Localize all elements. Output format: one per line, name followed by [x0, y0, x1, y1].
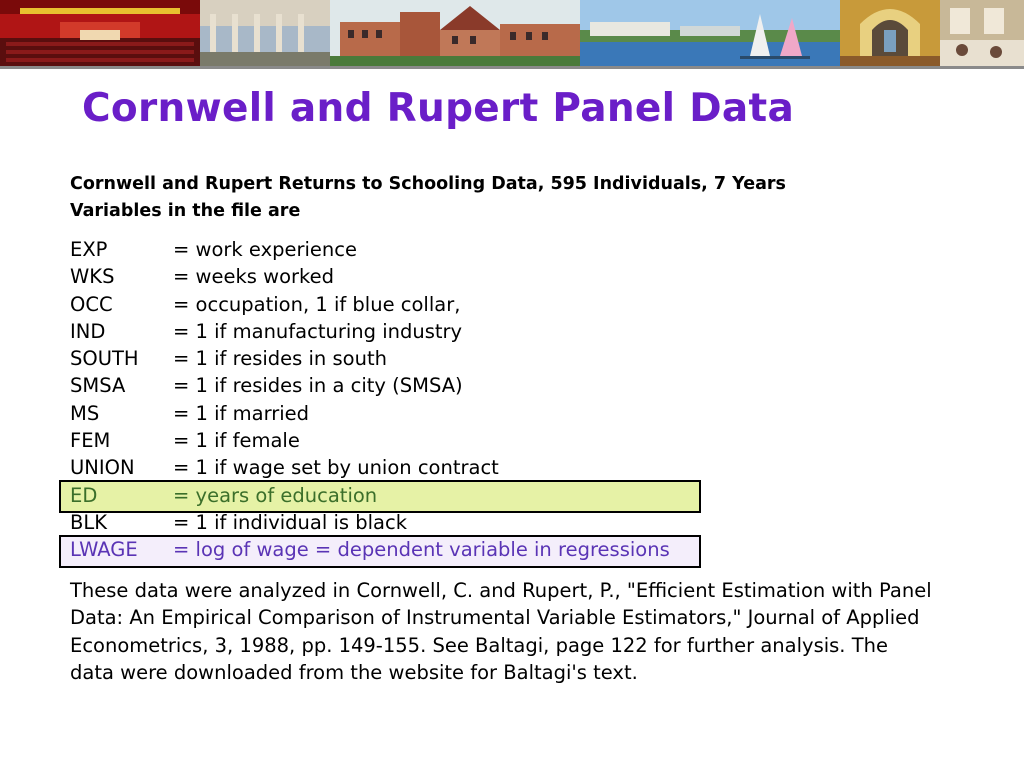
paragraph-line: These data were analyzed in Cornwell, C. and Rupert, P., "Efficient Estimation with Panel — [70, 579, 932, 602]
variable-description: = 1 if female — [173, 429, 300, 453]
variable-row-lwage — [70, 536, 710, 563]
variable-description: = 1 if individual is black — [173, 510, 407, 534]
plaza-photo — [200, 0, 330, 68]
variable-name: MS — [70, 401, 100, 425]
variable-name: SMSA — [70, 374, 126, 398]
variable-row-ed — [70, 482, 710, 509]
variable-row-union — [70, 454, 710, 481]
variable-description: = 1 if married — [173, 401, 310, 425]
variable-description: = years of education — [173, 483, 378, 507]
variable-name: ED — [70, 483, 98, 507]
campus-photo-banner — [0, 0, 1024, 68]
variable-row-fem — [70, 427, 710, 454]
dining-hall-photo — [940, 0, 1024, 68]
paragraph-line: data were downloaded from the website for Baltagi's text. — [70, 660, 638, 684]
auditorium-photo — [0, 0, 200, 68]
variable-description: = occupation, 1 if blue collar, — [173, 292, 461, 316]
variable-name: IND — [70, 319, 106, 343]
variable-name: WKS — [70, 265, 115, 289]
intro-text — [70, 171, 970, 225]
variable-description: = 1 if manufacturing industry — [173, 319, 463, 343]
citation-paragraph — [70, 577, 970, 686]
variable-row-south — [70, 345, 710, 372]
paragraph-line: Econometrics, 3, 1988, pp. 149-155. See Baltagi, page 122 for further analysis. The — [70, 633, 888, 657]
variable-description: = 1 if wage set by union contract — [173, 456, 499, 480]
banner-divider — [0, 66, 1024, 69]
variable-row-ms — [70, 400, 710, 427]
variable-description: = log of wage = dependent variable in regressions — [173, 538, 670, 562]
variable-description: = weeks worked — [173, 265, 334, 289]
university-buildings-photo — [330, 0, 580, 68]
variable-name: UNION — [70, 456, 135, 480]
variable-row-smsa — [70, 372, 710, 399]
variable-row-blk — [70, 509, 710, 536]
intro-line: Variables in the file are — [70, 201, 301, 221]
lake-sailboats-photo — [580, 0, 840, 68]
variable-description: = work experience — [173, 238, 358, 261]
variable-name: EXP — [70, 238, 108, 261]
variable-name: OCC — [70, 292, 113, 316]
variable-row-wks — [70, 263, 710, 290]
intro-line: Cornwell and Rupert Returns to Schooling Data, 595 Individuals, 7 Years — [70, 174, 786, 194]
paragraph-line: Data: An Empirical Comparison of Instrumental Variable Estimators," Journal of Applied — [70, 606, 920, 630]
variable-row-exp — [70, 236, 710, 263]
variable-list — [70, 236, 710, 564]
variable-row-occ — [70, 291, 710, 318]
variable-row-ind — [70, 318, 710, 345]
church-interior-photo — [840, 0, 940, 68]
variable-name: LWAGE — [70, 538, 138, 562]
slide-title: Cornwell and Rupert Panel Data — [82, 86, 795, 131]
variable-description: = 1 if resides in a city (SMSA) — [173, 374, 463, 398]
variable-description: = 1 if resides in south — [173, 347, 387, 371]
variable-name: BLK — [70, 510, 108, 534]
variable-name: SOUTH — [70, 347, 139, 371]
variable-name: FEM — [70, 429, 111, 453]
